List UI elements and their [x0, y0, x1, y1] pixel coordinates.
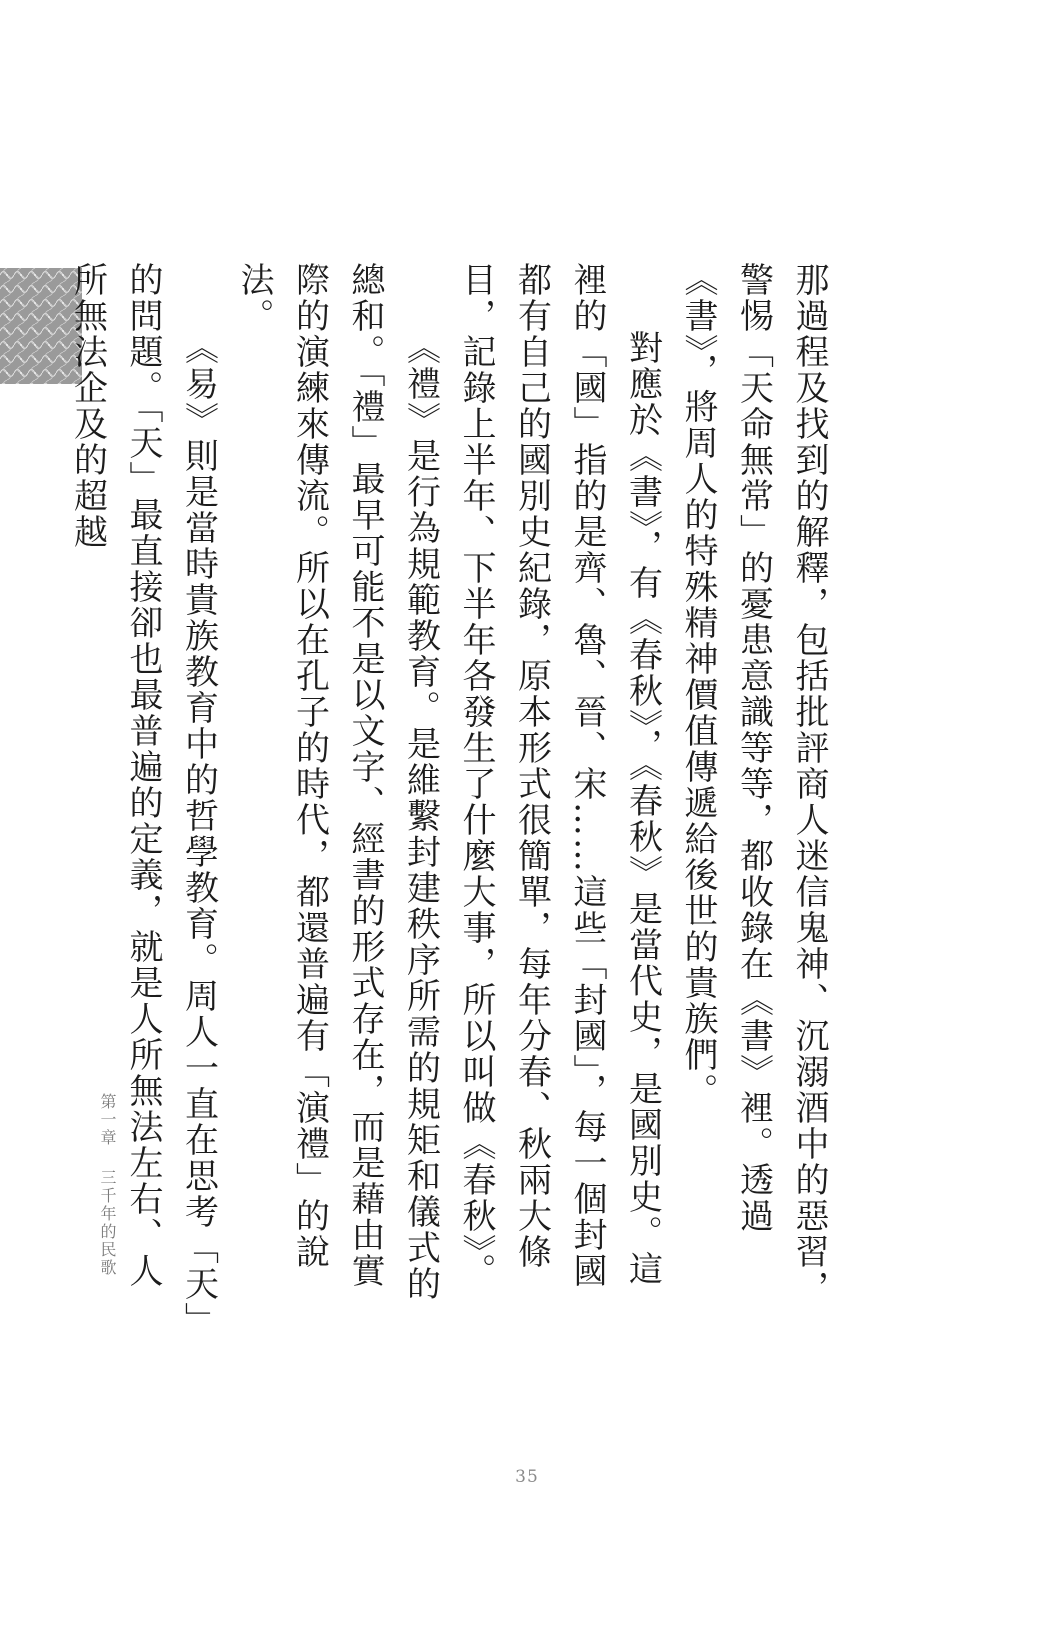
footer-title: 三千年的民歌 — [98, 1169, 117, 1277]
paragraph-3: 《禮》是行為規範教育。是維繫封建秩序所需的規矩和儀式的總和。「禮」最早可能不是以文字、經書的形式存在，而是藉由實際的演練來傳流。所以在孔子的時代，都還普遍有「演禮」的說法。 — [234, 262, 441, 1302]
paragraph-1: 那過程及找到的解釋，包括批評商人迷信鬼神、沉溺酒中的惡習，警惕「天命無常」的憂患意識等等，都收錄在《書》裡。透過《書》，將周人的特殊精神價值傳遞給後世的貴族們。 — [678, 262, 829, 1306]
running-footer — [96, 1093, 119, 1323]
footer-chapter: 第一章 — [98, 1093, 117, 1147]
page-number: 35 — [515, 1467, 539, 1487]
paragraph-2: 對應於《書》，有《春秋》，《春秋》是當代史，是國別史。這裡的「國」指的是齊、魯、晉、宋……這些「封國」，每一個封國都有自己的國別史紀錄，原本形式很簡單，每年分春、秋兩大條目，記錄上半年、下半年各發生了什麼大事，所以叫做《春秋》。 — [456, 262, 663, 1289]
paragraph-4: 《易》則是當時貴族教育中的哲學教育。周人一直在思考「天」的問題。「天」最直接卻也最普遍的定義，就是人所無法左右、人所無法企及的超越 — [67, 262, 219, 1321]
